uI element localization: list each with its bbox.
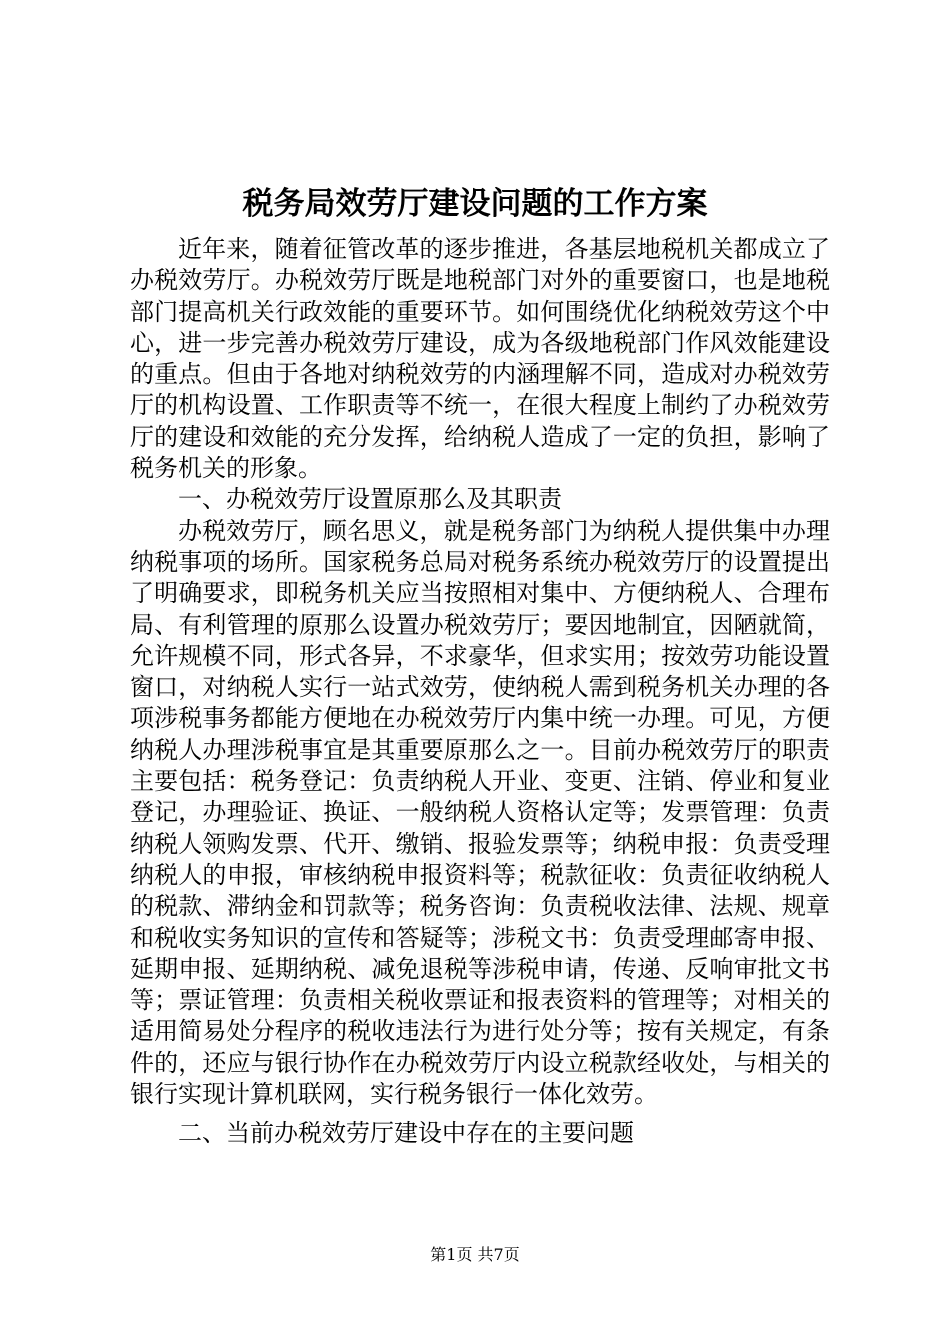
section-heading-1: 一、办税效劳厅设置原那么及其职责 [178, 485, 562, 514]
document-title: 税务局效劳厅建设问题的工作方案 [242, 186, 708, 222]
section-heading-2: 二、当前办税效劳厅建设中存在的主要问题 [178, 1119, 634, 1148]
document-body [130, 234, 830, 1150]
page-footer: 第1页 共7页 [430, 1245, 520, 1264]
paragraph-section-1: 办税效劳厅，顾名思义，就是税务部门为纳税人提供集中办理纳税事项的场所。国家税务总局对税务系统办税效劳厅的设置提出了明确要求，即税务机关应当按照相对集中、方便纳税人、合理布局、有利管理的原那么设置办税效劳厅；要因地制宜，因陋就简，允许规模不同，形式各异，不求豪华，但求实用；按效劳功能设置窗口，对纳税人实行一站式效劳，使纳税人需到税务机关办理的各项涉税事务都能方便地在办税效劳厅内集中统一办理。可见，方便纳税人办理涉税事宜是其重要原那么之一。目前办税效劳厅的职责主要包括：税务登记：负责纳税人开业、变更、注销、停业和复业登记，办理验证、换证、一般纳税人资格认定等；发票管理：负责纳税人领购发票、代开、缴销、报验发票等；纳税申报：负责受理纳税人的申报，审核纳税申报资料等；税款征收：负责征收纳税人的税款、滞纳金和罚款等；税务咨询：负责税收法律、法规、规章和税收实务知识的宣传和答疑等；涉税文书：负责受理邮寄申报、延期申报、延期纳税、减免退税等涉税申请，传递、反响审批文书等；票证管理：负责相关税收票证和报表资料的管理等；对相关的适用简易处分程序的税收违法行为进行处分等；按有关规定，有条件的，还应与银行协作在办税效劳厅内设立税款经收处，与相关的银行实现计算机联网，实行税务银行一体化效劳。 [130, 516, 830, 1109]
paragraph-intro: 近年来，随着征管改革的逐步推进，各基层地税机关都成立了办税效劳厅。办税效劳厅既是地税部门对外的重要窗口，也是地税部门提高机关行政效能的重要环节。如何围绕优化纳税效劳这个中心，进一步完善办税效劳厅建设，成为各级地税部门作风效能建设的重点。但由于各地对纳税效劳的内涵理解不同，造成对办税效劳厅的机构设置、工作职责等不统一，在很大程度上制约了办税效劳厅的建设和效能的充分发挥，给纳税人造成了一定的负担，影响了税务机关的形象。 [130, 235, 830, 483]
